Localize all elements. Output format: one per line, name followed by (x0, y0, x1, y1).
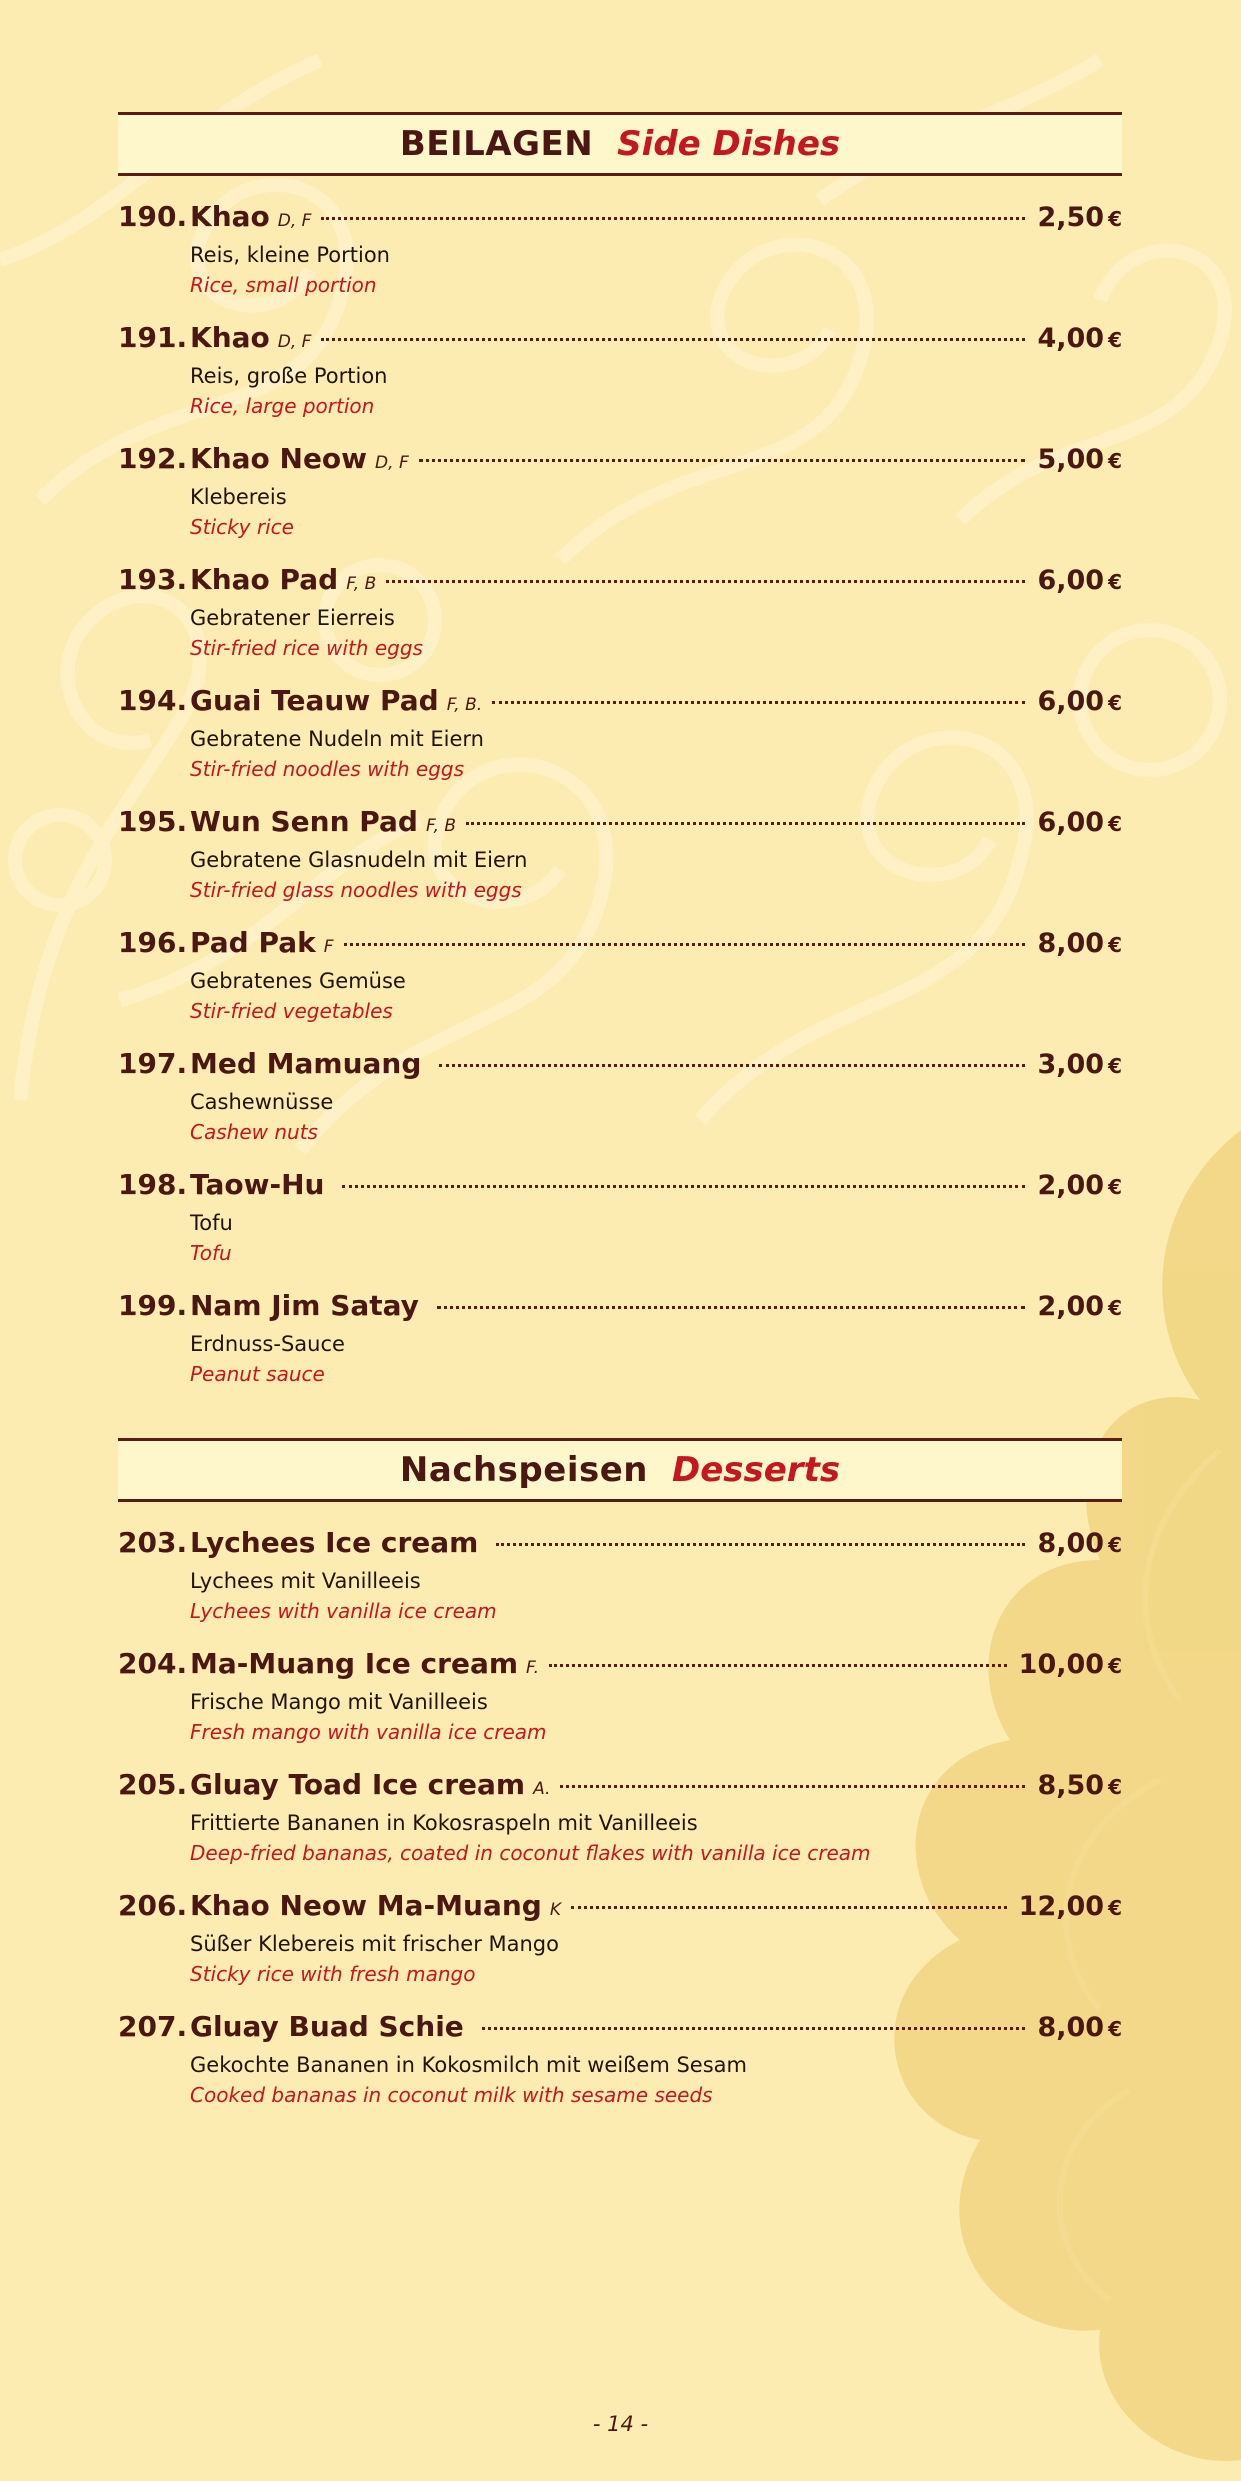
menu-item (118, 1047, 1122, 1147)
item-price (1019, 1649, 1122, 1680)
section-header-desserts (118, 1438, 1122, 1502)
item-price-value: 2,00 (1037, 1170, 1105, 1201)
menu-item (118, 200, 1122, 300)
dot-leader (482, 2027, 1026, 2030)
item-price-value: 3,00 (1037, 1049, 1105, 1080)
dot-leader (492, 701, 1025, 704)
item-price-value: 2,50 (1037, 202, 1105, 233)
item-number: 199. (118, 1289, 188, 1322)
item-description-de: Gekochte Bananen in Kokosmilch mit weißem Sesam (190, 2053, 747, 2077)
currency-symbol: € (1108, 1296, 1122, 1320)
item-name: Gluay Buad Schie (190, 2010, 464, 2043)
currency-symbol: € (1108, 1533, 1122, 1557)
menu-item-header (118, 1768, 1122, 1808)
item-description-en: Peanut sauce (190, 1362, 325, 1386)
item-description-de: Lychees mit Vanilleeis (190, 1569, 421, 1593)
currency-symbol: € (1108, 1175, 1122, 1199)
item-allergens: D, F (277, 332, 312, 352)
item-description-en: Sticky rice (190, 515, 294, 539)
item-description-en: Deep-fried bananas, coated in coconut flakes with vanilla ice cream (190, 1841, 871, 1865)
item-allergens: A. (533, 1779, 551, 1799)
currency-symbol: € (1108, 570, 1122, 594)
item-description-de: Gebratenes Gemüse (190, 969, 406, 993)
item-price-value: 5,00 (1037, 444, 1105, 475)
item-price (1037, 1049, 1122, 1080)
item-allergens: F, B (346, 574, 377, 594)
item-price (1037, 444, 1122, 475)
menu-item (118, 805, 1122, 905)
currency-symbol: € (1108, 1054, 1122, 1078)
currency-symbol: € (1108, 691, 1122, 715)
item-number: 207. (118, 2010, 188, 2043)
item-description-de: Erdnuss-Sauce (190, 1332, 345, 1356)
item-price-value: 8,50 (1037, 1770, 1105, 1801)
item-allergens: F (323, 937, 334, 957)
menu-item-header (118, 684, 1122, 724)
item-number: 206. (118, 1889, 188, 1922)
item-name: Gluay Toad Ice cream (190, 1768, 526, 1801)
item-description-en: Stir-fried noodles with eggs (190, 757, 465, 781)
menu-item-header (118, 926, 1122, 966)
item-name: Taow-Hu (190, 1168, 325, 1201)
menu-item (118, 1168, 1122, 1268)
item-description-de: Süßer Klebereis mit frischer Mango (190, 1932, 559, 1956)
item-number: 195. (118, 805, 188, 838)
menu-item (118, 2010, 1122, 2110)
item-number: 198. (118, 1168, 188, 1201)
item-description-de: Reis, kleine Portion (190, 243, 390, 267)
item-allergens: D, F (277, 211, 312, 231)
item-price (1037, 807, 1122, 838)
dot-leader (549, 1664, 1007, 1667)
dot-leader (344, 943, 1026, 946)
item-price-value: 4,00 (1037, 323, 1105, 354)
item-allergens: D, F (375, 453, 409, 473)
item-name: Khao Neow (190, 442, 368, 475)
dot-leader (321, 217, 1025, 220)
menu-item (118, 442, 1122, 542)
dot-leader (386, 580, 1025, 583)
item-price (1037, 1528, 1122, 1559)
item-number: 203. (118, 1526, 188, 1559)
item-number: 197. (118, 1047, 188, 1080)
item-name: Ma-Muang Ice cream (190, 1647, 519, 1680)
item-price (1037, 565, 1122, 596)
dot-leader (419, 459, 1026, 462)
item-allergens: F. (526, 1658, 540, 1678)
item-price-value: 6,00 (1037, 565, 1105, 596)
section-title-de: Nachspeisen (399, 1450, 648, 1490)
menu-item-header (118, 1526, 1122, 1566)
menu-item (118, 1889, 1122, 1989)
dot-leader (571, 1906, 1007, 1909)
item-description-en: Rice, small portion (190, 273, 377, 297)
section-title-en: Desserts (671, 1450, 841, 1490)
item-price (1037, 202, 1122, 233)
item-description-en: Stir-fried vegetables (190, 999, 393, 1023)
item-name: Med Mamuang (190, 1047, 422, 1080)
item-price-value: 6,00 (1037, 807, 1105, 838)
item-price (1037, 1291, 1122, 1322)
dot-leader (560, 1785, 1025, 1788)
item-price-value: 8,00 (1037, 928, 1105, 959)
item-number: 191. (118, 321, 188, 354)
item-price (1037, 928, 1122, 959)
item-allergens: F, B (425, 816, 457, 836)
menu-item (118, 1647, 1122, 1747)
item-name: Khao (190, 200, 270, 233)
menu-item-header (118, 563, 1122, 603)
item-name: Lychees Ice cream (190, 1526, 479, 1559)
item-number: 192. (118, 442, 188, 475)
item-price (1037, 1170, 1122, 1201)
item-number: 190. (118, 200, 188, 233)
item-name: Pad Pak (190, 926, 316, 959)
menu-item (118, 321, 1122, 421)
item-price (1037, 323, 1122, 354)
item-name: Khao (190, 321, 270, 354)
item-price (1019, 1891, 1122, 1922)
item-description-de: Tofu (190, 1211, 233, 1235)
item-name: Khao Neow Ma-Muang (190, 1889, 542, 1922)
page-number: - 14 - (592, 2412, 649, 2436)
item-name: Guai Teauw Pad (190, 684, 439, 717)
item-number: 194. (118, 684, 188, 717)
section-title-en: Side Dishes (617, 124, 841, 164)
dot-leader (439, 1064, 1025, 1067)
dot-leader (437, 1306, 1026, 1309)
currency-symbol: € (1108, 1654, 1122, 1678)
menu-item (118, 1526, 1122, 1626)
item-allergens: F, B. (446, 695, 483, 715)
menu-item-header (118, 321, 1122, 361)
currency-symbol: € (1108, 328, 1122, 352)
menu-item (118, 1289, 1122, 1389)
item-description-en: Tofu (190, 1241, 232, 1265)
item-price (1037, 2012, 1122, 2043)
menu-item-header (118, 200, 1122, 240)
item-description-de: Reis, große Portion (190, 364, 388, 388)
item-number: 204. (118, 1647, 188, 1680)
menu-item-header (118, 442, 1122, 482)
dot-leader (342, 1185, 1025, 1188)
item-description-de: Klebereis (190, 485, 287, 509)
item-description-en: Stir-fried rice with eggs (190, 636, 423, 660)
item-price-value: 6,00 (1037, 686, 1105, 717)
menu-item-header (118, 2010, 1122, 2050)
menu-item (118, 926, 1122, 1026)
menu-item-header (118, 805, 1122, 845)
item-description-de: Gebratene Nudeln mit Eiern (190, 727, 484, 751)
menu-item (118, 1768, 1122, 1868)
item-description-de: Gebratener Eierreis (190, 606, 395, 630)
item-description-en: Rice, large portion (190, 394, 375, 418)
item-number: 196. (118, 926, 188, 959)
item-price-value: 8,00 (1037, 2012, 1105, 2043)
item-price-value: 2,00 (1037, 1291, 1105, 1322)
menu-item-header (118, 1289, 1122, 1329)
currency-symbol: € (1108, 2017, 1122, 2041)
item-number: 205. (118, 1768, 188, 1801)
section-header-side-dishes (118, 112, 1122, 176)
currency-symbol: € (1108, 933, 1122, 957)
item-number: 193. (118, 563, 188, 596)
menu-item-header (118, 1047, 1122, 1087)
item-name: Nam Jim Satay (190, 1289, 419, 1322)
menu-item-header (118, 1889, 1122, 1929)
menu-item (118, 684, 1122, 784)
item-price (1037, 686, 1122, 717)
item-description-en: Lychees with vanilla ice cream (190, 1599, 497, 1623)
item-description-en: Sticky rice with fresh mango (190, 1962, 476, 1986)
item-description-en: Fresh mango with vanilla ice cream (190, 1720, 547, 1744)
currency-symbol: € (1108, 1896, 1122, 1920)
currency-symbol: € (1108, 812, 1122, 836)
section-title-de: BEILAGEN (399, 124, 594, 164)
item-description-en: Cooked bananas in coconut milk with sesame seeds (190, 2083, 713, 2107)
dot-leader (321, 338, 1025, 341)
currency-symbol: € (1108, 207, 1122, 231)
item-description-de: Frische Mango mit Vanilleeis (190, 1690, 488, 1714)
item-description-de: Cashewnüsse (190, 1090, 334, 1114)
menu-item (118, 563, 1122, 663)
item-price (1037, 1770, 1122, 1801)
item-price-value: 8,00 (1037, 1528, 1105, 1559)
item-name: Khao Pad (190, 563, 339, 596)
item-description-de: Frittierte Bananen in Kokosraspeln mit Vanilleeis (190, 1811, 698, 1835)
menu-item-header (118, 1647, 1122, 1687)
currency-symbol: € (1108, 449, 1122, 473)
item-description-de: Gebratene Glasnudeln mit Eiern (190, 848, 528, 872)
item-allergens: K (549, 1900, 561, 1920)
item-description-en: Cashew nuts (190, 1120, 318, 1144)
item-name: Wun Senn Pad (190, 805, 418, 838)
item-price-value: 10,00 (1018, 1649, 1105, 1680)
dot-leader (466, 822, 1025, 825)
menu-item-header (118, 1168, 1122, 1208)
item-price-value: 12,00 (1018, 1891, 1105, 1922)
dot-leader (496, 1543, 1025, 1546)
currency-symbol: € (1108, 1775, 1122, 1799)
item-description-en: Stir-fried glass noodles with eggs (190, 878, 522, 902)
